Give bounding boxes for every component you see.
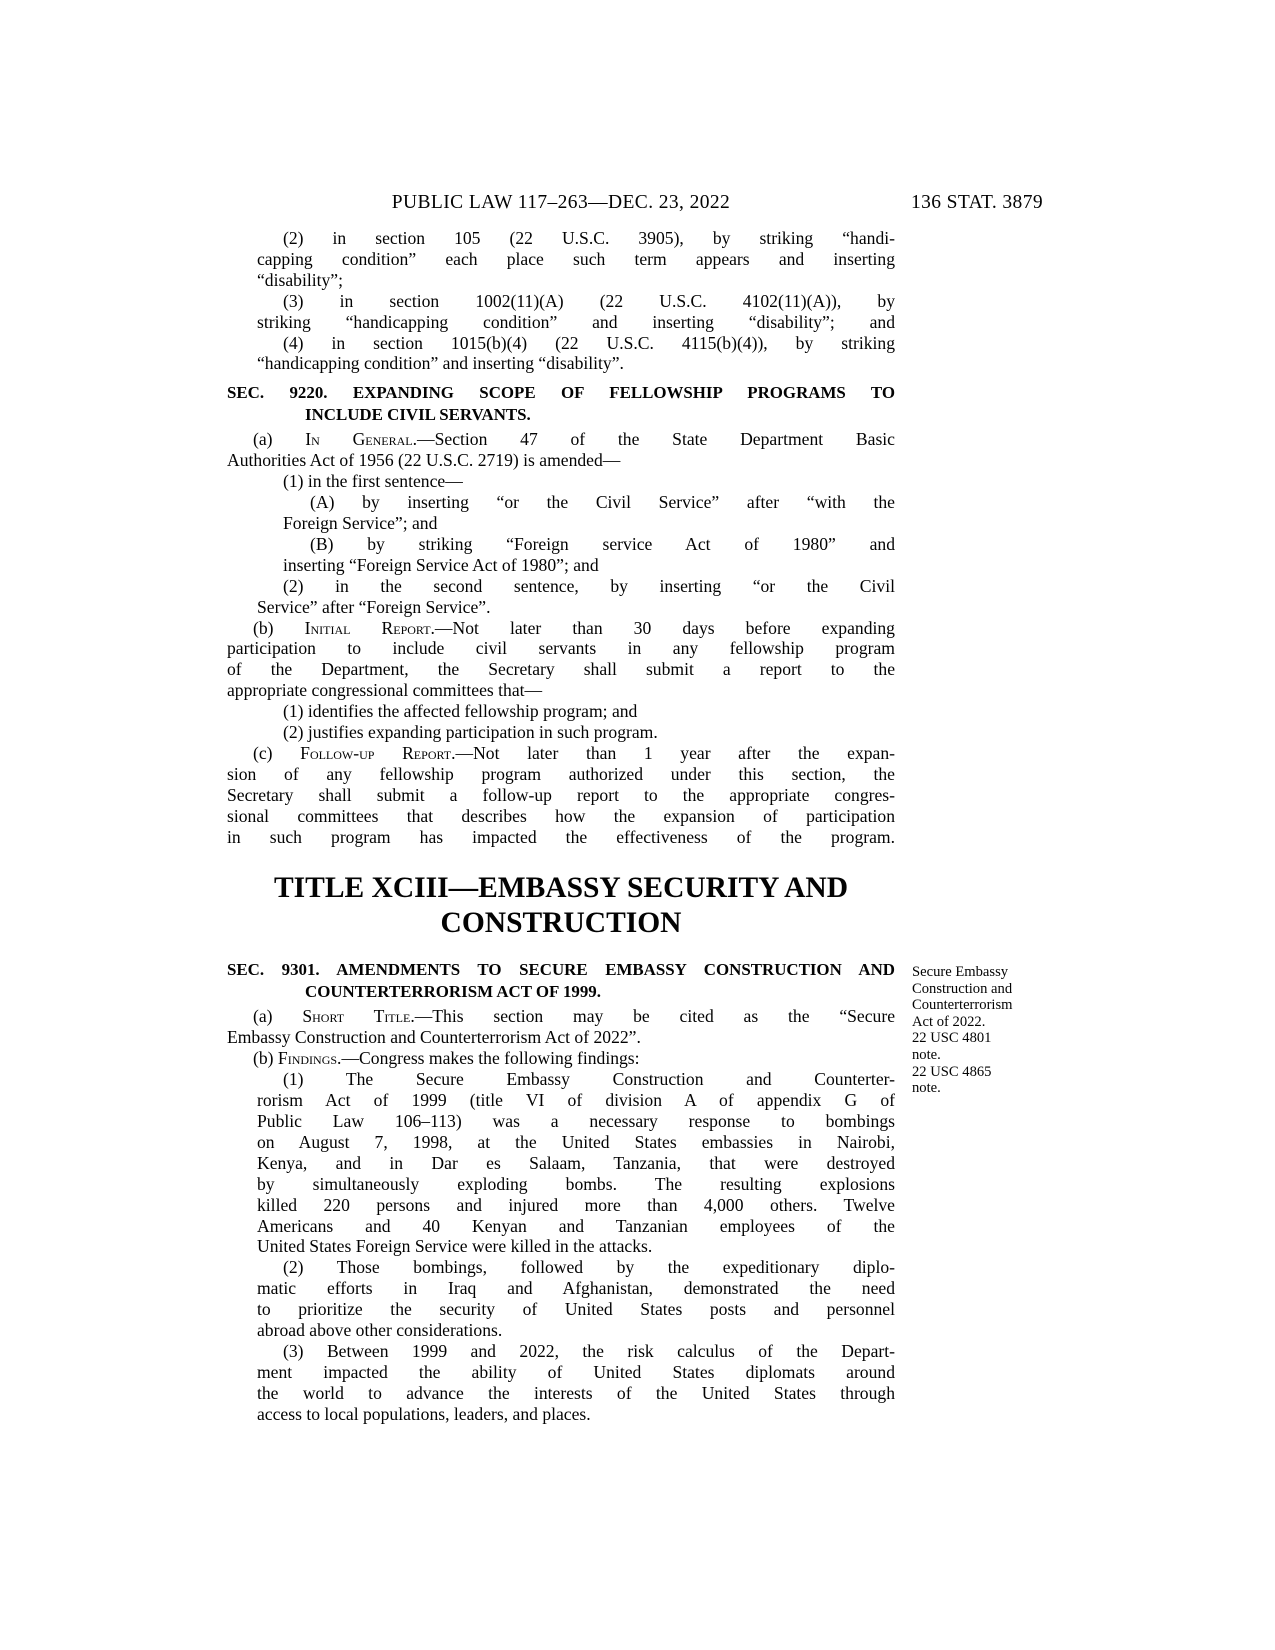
section-heading bbox=[227, 959, 895, 1003]
small-caps-run: Follow-up Report bbox=[300, 742, 452, 763]
paragraph bbox=[227, 1341, 895, 1425]
text-run: .—Section 47 of the State Department Basic bbox=[412, 429, 895, 450]
text-run: SEC. 9220. EXPANDING SCOPE OF FELLOWSHIP PROGRAMS TO bbox=[227, 383, 895, 403]
text-line bbox=[257, 1320, 895, 1341]
text-run: matic efforts in Iraq and Afghanistan, demonstrated the need bbox=[257, 1278, 895, 1299]
text-line bbox=[283, 555, 895, 576]
text-line bbox=[227, 871, 895, 906]
text-line bbox=[257, 1195, 895, 1216]
text-run: Kenya, and in Dar es Salaam, Tanzania, that were destroyed bbox=[257, 1152, 895, 1173]
text-run: appropriate congressional committees that— bbox=[227, 680, 543, 701]
paragraph bbox=[227, 228, 895, 291]
text-run: .—Not later than 1 year after the expan- bbox=[451, 742, 895, 763]
text-run: United States Foreign Service were killed in the attacks. bbox=[257, 1236, 653, 1257]
text-run: sion of any fellowship program authorized under this section, the bbox=[227, 763, 895, 784]
text-line bbox=[257, 353, 895, 374]
text-line bbox=[257, 312, 895, 333]
text-line bbox=[257, 597, 895, 618]
body-column bbox=[227, 228, 895, 1425]
text-run: on August 7, 1998, at the United States embassies in Nairobi, bbox=[257, 1131, 895, 1152]
text-run: .—Congress makes the following findings: bbox=[337, 1048, 640, 1069]
text-line bbox=[227, 743, 895, 764]
text-line bbox=[227, 659, 895, 680]
paragraph bbox=[227, 722, 895, 743]
margin-notes bbox=[912, 964, 1022, 1097]
text-run: abroad above other considerations. bbox=[257, 1320, 503, 1341]
text-run: (c) bbox=[253, 742, 301, 763]
text-line bbox=[257, 701, 895, 722]
paragraph bbox=[227, 576, 895, 618]
text-run: (2) in section 105 (22 U.S.C. 3905), by striking “handi- bbox=[283, 228, 895, 248]
text-run: to prioritize the security of United States posts and personnel bbox=[257, 1299, 895, 1320]
text-line bbox=[305, 981, 895, 1003]
text-line bbox=[257, 1383, 895, 1404]
text-line bbox=[227, 450, 895, 471]
text-line bbox=[257, 1257, 895, 1278]
text-line bbox=[257, 270, 895, 291]
paragraph bbox=[227, 701, 895, 722]
small-caps-run: In General bbox=[305, 429, 413, 450]
text-run: COUNTERTERRORISM ACT OF 1999. bbox=[305, 982, 601, 1002]
margin-note: Secure Embassy Construction and Counterterrorism Act of 2022. bbox=[912, 964, 1013, 1030]
text-run: in such program has impacted the effectiveness of the program. bbox=[227, 826, 895, 847]
text-line bbox=[227, 618, 895, 639]
text-run: rorism Act of 1999 (title VI of division A of appendix G of bbox=[257, 1090, 895, 1111]
text-run: ment impacted the ability of United States diplomats around bbox=[257, 1361, 895, 1382]
text-line bbox=[257, 576, 895, 597]
text-line bbox=[257, 1341, 895, 1362]
paragraph bbox=[227, 492, 895, 534]
text-run: Service” after “Foreign Service”. bbox=[257, 596, 491, 617]
text-run: striking “handicapping condition” and inserting “disability”; and bbox=[257, 311, 895, 332]
stat-page-number: 136 STAT. 3879 bbox=[910, 192, 1043, 213]
paragraph bbox=[227, 1069, 895, 1257]
text-run: (3) Between 1999 and 2022, the risk calculus of the Depart- bbox=[283, 1340, 895, 1361]
text-line bbox=[257, 1069, 895, 1090]
text-line bbox=[227, 764, 895, 785]
text-run: of the Department, the Secretary shall submit a report to the bbox=[227, 659, 895, 680]
text-line bbox=[257, 1236, 895, 1257]
text-run: (a) bbox=[253, 429, 306, 450]
text-run: by simultaneously exploding bombs. The resulting explosions bbox=[257, 1173, 895, 1194]
text-line bbox=[257, 722, 895, 743]
text-line bbox=[227, 1006, 895, 1027]
paragraph bbox=[227, 534, 895, 576]
text-run: Public Law 106–113) was a necessary response to bombings bbox=[257, 1111, 895, 1131]
small-caps-run: Initial Report bbox=[304, 617, 431, 638]
text-run: (a) bbox=[253, 1006, 303, 1027]
text-run: Authorities Act of 1956 (22 U.S.C. 2719) is amended— bbox=[227, 450, 621, 471]
text-run: the world to advance the interests of the United States through bbox=[257, 1382, 895, 1403]
paragraph bbox=[227, 291, 895, 333]
text-run: (2) Those bombings, followed by the expeditionary diplo- bbox=[283, 1257, 895, 1278]
text-line bbox=[227, 382, 895, 404]
text-run: TITLE XCIII—EMBASSY SECURITY AND bbox=[273, 872, 849, 905]
text-run: Embassy Construction and Counterterrorism Act of 2022”. bbox=[227, 1027, 641, 1048]
text-run: (1) The Secure Embassy Construction and Counterter- bbox=[283, 1069, 895, 1090]
text-run: (B) by striking “Foreign service Act of 1980” and bbox=[310, 533, 895, 554]
text-run: participation to include civil servants in any fellowship program bbox=[227, 638, 895, 659]
public-law-header: PUBLIC LAW 117–263—DEC. 23, 2022 bbox=[391, 192, 731, 213]
text-line bbox=[257, 1153, 895, 1174]
small-caps-run: Short Title bbox=[302, 1006, 411, 1027]
text-run: .—Not later than 30 days before expanding bbox=[430, 617, 895, 638]
text-line bbox=[227, 680, 895, 701]
text-run: (2) justifies expanding participation in such program. bbox=[283, 722, 658, 743]
text-line bbox=[257, 333, 895, 354]
text-line bbox=[227, 827, 895, 848]
text-run: (4) in section 1015(b)(4) (22 U.S.C. 4115(b)(4)), by striking bbox=[283, 332, 895, 353]
paragraph bbox=[227, 743, 895, 848]
text-run: (3) in section 1002(11)(A) (22 U.S.C. 4102(11)(A)), by bbox=[283, 290, 895, 311]
paragraph bbox=[227, 618, 895, 702]
text-line bbox=[227, 1048, 895, 1069]
paragraph bbox=[227, 1048, 895, 1069]
text-run: Foreign Service”; and bbox=[283, 512, 438, 533]
text-run: (1) in the first sentence— bbox=[283, 471, 463, 492]
paragraph bbox=[227, 1257, 895, 1341]
text-run: (b) bbox=[253, 1048, 278, 1069]
small-caps-run: Findings bbox=[277, 1048, 338, 1069]
margin-note: 22 USC 4865 note. bbox=[912, 1063, 992, 1097]
text-line bbox=[283, 534, 895, 555]
text-line bbox=[283, 492, 895, 513]
text-line bbox=[227, 959, 895, 981]
text-run: Secretary shall submit a follow-up report to the appropriate congres- bbox=[227, 784, 895, 805]
text-run: capping condition” each place such term appears and inserting bbox=[257, 248, 895, 269]
text-run: sional committees that describes how the expansion of participation bbox=[227, 805, 895, 826]
running-header bbox=[227, 192, 1043, 218]
text-line bbox=[227, 785, 895, 806]
text-line bbox=[227, 638, 895, 659]
text-line bbox=[305, 404, 895, 426]
text-run: “disability”; bbox=[257, 269, 343, 290]
text-run: killed 220 persons and injured more than 4,000 others. Twelve bbox=[257, 1194, 895, 1215]
text-run: (1) identifies the affected fellowship program; and bbox=[283, 701, 638, 722]
text-run: (b) bbox=[253, 617, 305, 638]
text-line bbox=[257, 1090, 895, 1111]
text-run: CONSTRUCTION bbox=[440, 907, 682, 940]
text-line bbox=[227, 906, 895, 941]
text-line bbox=[227, 1027, 895, 1048]
text-run: SEC. 9301. AMENDMENTS TO SECURE EMBASSY CONSTRUCTION AND bbox=[227, 960, 895, 980]
section-heading bbox=[227, 382, 895, 426]
text-run: (2) in the second sentence, by inserting “or the Civil bbox=[283, 575, 895, 596]
paragraph bbox=[227, 333, 895, 375]
text-line bbox=[257, 1111, 895, 1132]
text-run: inserting “Foreign Service Act of 1980”; and bbox=[283, 554, 599, 575]
paragraph bbox=[227, 1006, 895, 1048]
title-heading bbox=[227, 871, 895, 941]
text-run: .—This section may be cited as the “Secure bbox=[410, 1006, 896, 1027]
paragraph bbox=[227, 471, 895, 492]
text-line bbox=[227, 806, 895, 827]
text-line bbox=[257, 1132, 895, 1153]
margin-note: 22 USC 4801 note. bbox=[912, 1030, 992, 1063]
text-run: access to local populations, leaders, and places. bbox=[257, 1403, 591, 1424]
text-line bbox=[227, 429, 895, 450]
text-line bbox=[257, 1404, 895, 1425]
text-line bbox=[257, 1174, 895, 1195]
text-run: Americans and 40 Kenyan and Tanzanian employees of the bbox=[257, 1215, 895, 1236]
text-line bbox=[257, 249, 895, 270]
paragraph bbox=[227, 429, 895, 471]
text-line bbox=[257, 1362, 895, 1383]
text-line bbox=[257, 291, 895, 312]
text-line bbox=[257, 1216, 895, 1237]
text-line bbox=[283, 513, 895, 534]
text-line bbox=[257, 1299, 895, 1320]
text-run: “handicapping condition” and inserting “disability”. bbox=[257, 353, 624, 374]
text-run: INCLUDE CIVIL SERVANTS. bbox=[305, 405, 531, 425]
text-line bbox=[257, 471, 895, 492]
text-line bbox=[257, 228, 895, 249]
text-run: (A) by inserting “or the Civil Service” after “with the bbox=[310, 492, 895, 513]
text-line bbox=[257, 1278, 895, 1299]
